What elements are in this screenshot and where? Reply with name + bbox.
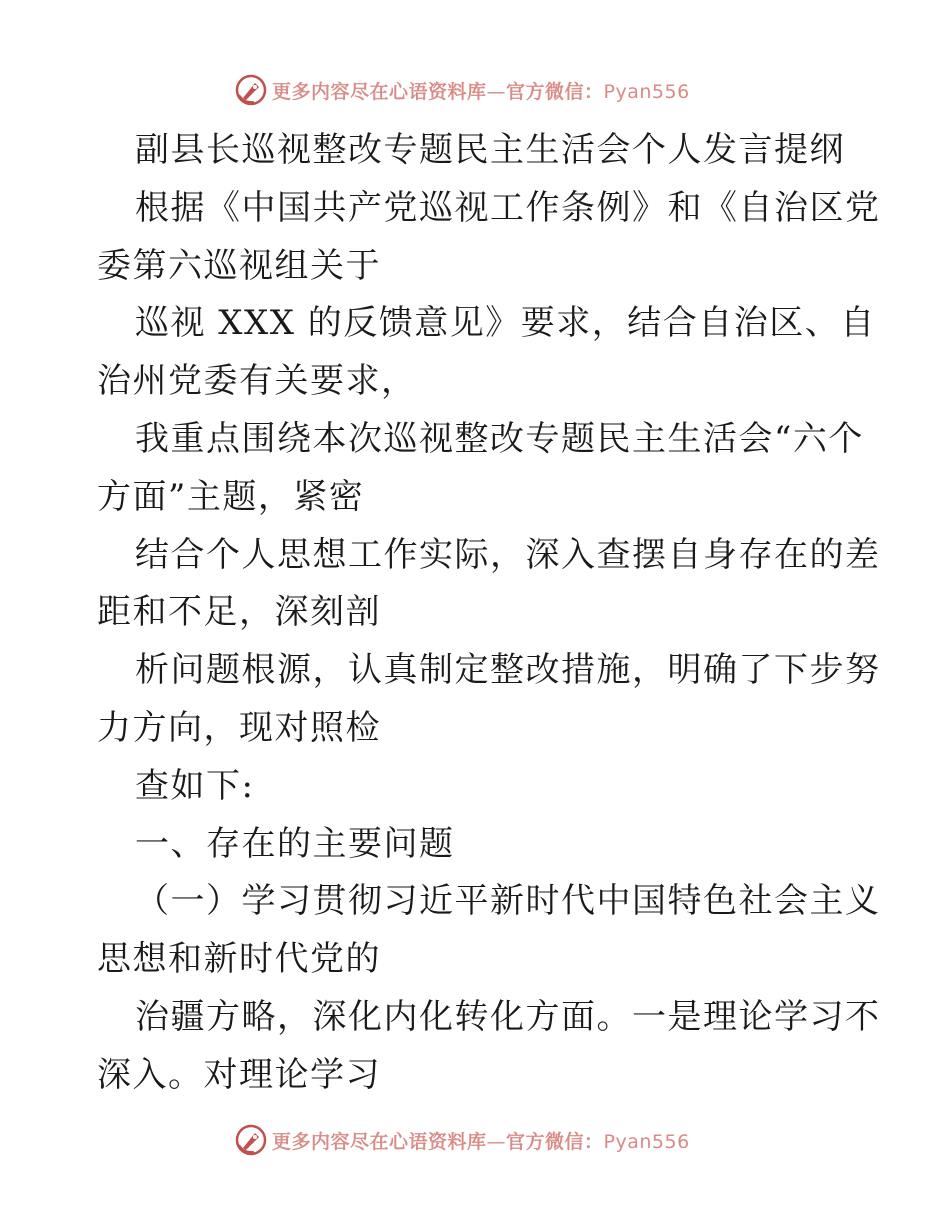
paragraph-line: 方面”主题，紧密: [97, 476, 365, 517]
pen-nib-logo-icon: [234, 1123, 268, 1157]
subsection-heading: （一）学习贯彻习近平新时代中国特色社会主义: [135, 881, 881, 922]
paragraph-line: 委第六巡视组关于: [97, 245, 381, 286]
paragraph-line: 思想和新时代党的: [97, 939, 381, 980]
paragraph-line: 结合个人思想工作实际，深入查摆自身存在的差: [135, 534, 881, 575]
section-heading: 一、存在的主要问题: [135, 823, 455, 864]
pen-nib-logo-icon: [234, 73, 268, 107]
footer-watermark: [234, 1122, 690, 1158]
paragraph-line: 巡视 XXX 的反馈意见》要求，结合自治区、自: [135, 303, 876, 344]
paragraph-line: 析问题根源，认真制定整改措施，明确了下步努: [135, 650, 881, 691]
paragraph-line: 力方向，现对照检: [97, 707, 381, 748]
paragraph-line: 我重点围绕本次巡视整改专题民主生活会“六个: [135, 418, 864, 459]
paragraph-line: 深入。对理论学习: [97, 1054, 381, 1095]
watermark-text: 更多内容尽在心语资料库—官方微信：Pyan556: [272, 80, 690, 103]
paragraph-line: 查如下:: [135, 765, 255, 806]
paragraph-line: 治州党委有关要求，: [97, 361, 417, 402]
document-title: 副县长巡视整改专题民主生活会个人发言提纲: [135, 130, 845, 170]
header-watermark: [234, 72, 690, 108]
watermark-text: 更多内容尽在心语资料库—官方微信：Pyan556: [272, 1130, 690, 1153]
paragraph-line: 治疆方略，深化内化转化方面。一是理论学习不: [135, 996, 881, 1037]
paragraph-line: 根据《中国共产党巡视工作条例》和《自治区党: [135, 187, 881, 228]
document-body: [97, 122, 881, 1105]
paragraph-line: 距和不足，深刻剖: [97, 592, 381, 633]
